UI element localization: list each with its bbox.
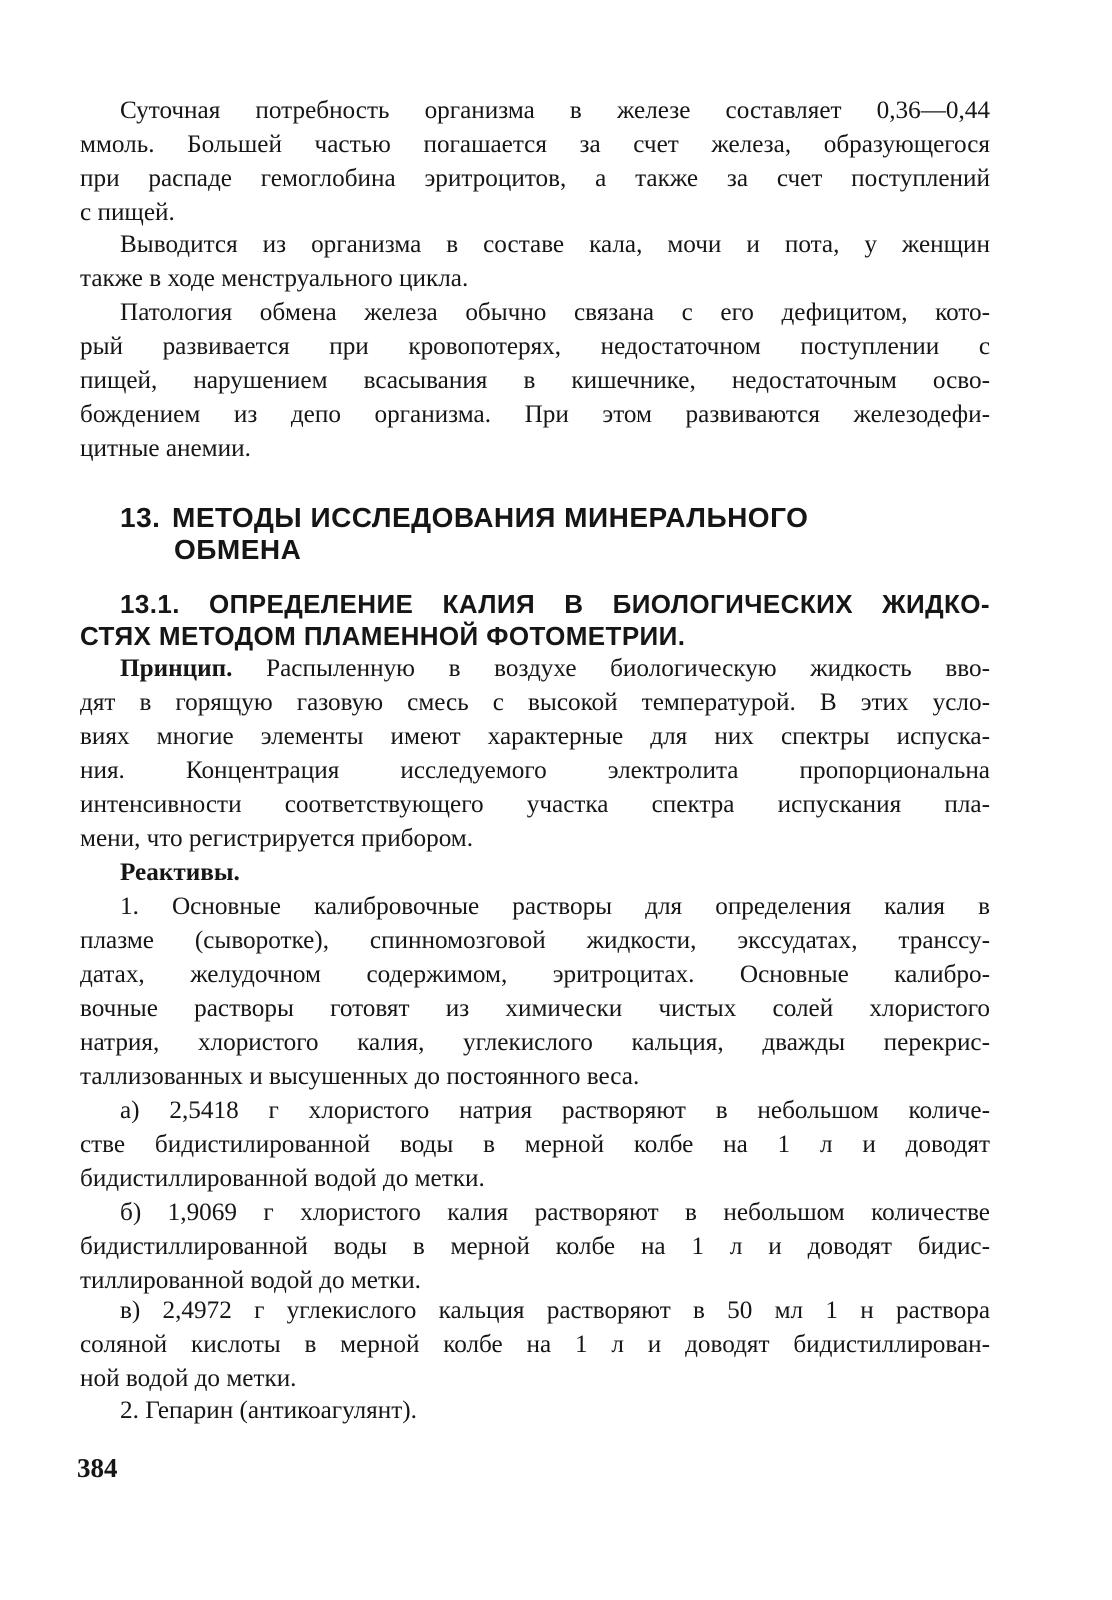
text-line: пищей, нарушением всасывания в кишечнике, недостаточным осво-: [80, 367, 990, 394]
text-line: дят в горящую газовую смесь с высокой температурой. В этих усло-: [80, 689, 990, 716]
text-line: Суточная потребность организма в железе составляет 0,36—0,44: [120, 97, 990, 124]
text-line: ной водой до метки.: [80, 1365, 297, 1392]
reagent-item-c: [80, 1294, 990, 1396]
text-line: при распаде гемоглобина эритроцитов, а также за счет поступлений: [80, 165, 990, 192]
text-line: датах, желудочном содержимом, эритроцитах. Основные калибро-: [80, 961, 990, 988]
text-line: таллизованных и высушенных до постоянного веса.: [80, 1063, 640, 1090]
text-line: виях многие элементы имеют характерные для них спектры испуска-: [80, 723, 990, 750]
section-title-line1: МЕТОДЫ ИССЛЕДОВАНИЯ МИНЕРАЛЬНОГО: [172, 502, 809, 533]
text-line: цитные анемии.: [80, 435, 251, 462]
text-line: бидистиллированной водой до метки.: [80, 1165, 485, 1192]
reagent-item-b: [80, 1196, 990, 1298]
section-heading: [80, 502, 1030, 566]
text-line: бождением из депо организма. При этом развиваются железодефи-: [80, 401, 990, 428]
text-line: бидистиллированной воды в мерной колбе на 1 л и доводят бидис-: [80, 1233, 990, 1260]
text-line: Патология обмена железа обычно связана с его дефицитом, кото-: [120, 299, 990, 326]
paragraph-iron-excretion: [80, 228, 990, 296]
text-line: соляной кислоты в мерной колбе на 1 л и доводят бидистиллирован-: [80, 1331, 990, 1358]
text-line: натрия, хлористого калия, углекислого кальция, дважды перекрис-: [80, 1029, 990, 1056]
paragraph-principle: [80, 652, 990, 856]
page-number: 384: [77, 1453, 118, 1483]
text-line: плазме (сыворотке), спинномозговой жидкости, экссудатах, транссу-: [80, 927, 990, 954]
subsection-title-line1: 13.1. ОПРЕДЕЛЕНИЕ КАЛИЯ В БИОЛОГИЧЕСКИХ ЖИДКО-: [120, 589, 990, 619]
reagent-item-1: [80, 890, 990, 1094]
text-line: а) 2,5418 г хлористого натрия растворяют в небольшом количе-: [120, 1097, 990, 1124]
reagents-label: Реактивы.: [120, 859, 240, 886]
text-line: вочные растворы готовят из химически чистых солей хлористого: [80, 995, 990, 1022]
subsection-title-line2: СТЯХ МЕТОДОМ ПЛАМЕННОЙ ФОТОМЕТРИИ.: [80, 621, 686, 651]
text-line: [80, 652, 990, 686]
paragraph-iron-pathology: [80, 296, 990, 466]
text-line: ммоль. Большей частью погашается за счет железа, образующегося: [80, 131, 990, 158]
paragraph-iron-requirement: [80, 94, 990, 230]
text-line: ния. Концентрация исследуемого электролита пропорциональна: [80, 757, 990, 784]
text-line: также в ходе менструального цикла.: [80, 265, 469, 292]
reagent-item-a: [80, 1094, 990, 1196]
text-line: мени, что регистрируется прибором.: [80, 825, 474, 852]
text-line: стве бидистилированной воды в мерной колбе на 1 л и доводят: [80, 1131, 990, 1158]
text-line: Выводится из организма в составе кала, мочи и пота, у женщин: [120, 231, 990, 258]
text-line: интенсивности соответствующего участка спектра испускания пла-: [80, 791, 990, 818]
reagents-heading: [80, 856, 990, 890]
text-line: б) 1,9069 г хлористого калия растворяют в небольшом количестве: [120, 1199, 990, 1226]
text-line: тиллированной водой до метки.: [80, 1267, 421, 1294]
principle-label: Принцип.: [120, 655, 233, 682]
subsection-heading: [80, 588, 990, 652]
text-line: 2. Гепарин (антикоагулянт).: [120, 1397, 417, 1424]
section-number: 13.: [120, 502, 161, 533]
section-title-line2: ОБМЕНА: [174, 534, 302, 565]
text-line: с пищей.: [80, 199, 175, 226]
text-line: в) 2,4972 г углекислого кальция растворяют в 50 мл 1 н раствора: [120, 1297, 990, 1324]
reagent-item-2: [80, 1394, 990, 1428]
principle-first-line: Распыленную в воздухе биологическую жидкость вво-: [232, 655, 990, 682]
text-line: 1. Основные калибровочные растворы для определения калия в: [120, 893, 990, 920]
text-line: рый развивается при кровопотерях, недостаточном поступлении с: [80, 333, 990, 360]
